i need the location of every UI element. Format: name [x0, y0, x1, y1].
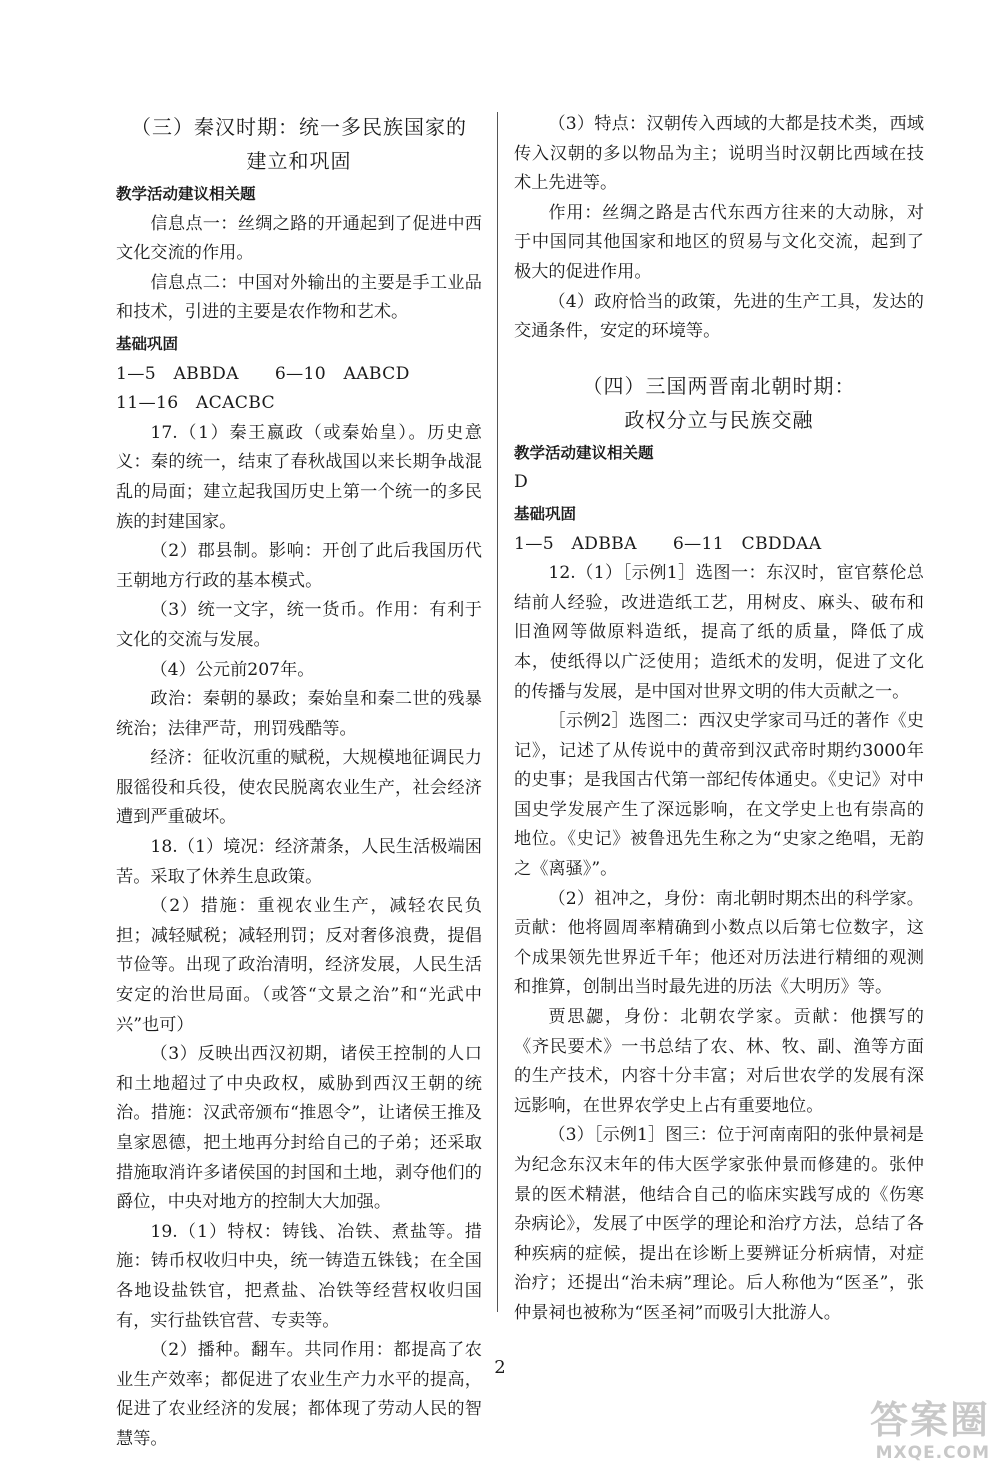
q17-part2: （2）郡县制。影响：开创了此后我国历代王朝地方行政的基本模式。 — [116, 541, 482, 591]
watermark-main: 答案圈 — [869, 1398, 990, 1442]
column-divider — [497, 112, 498, 1312]
answer-row — [514, 530, 924, 560]
q17-part1: 17.（1）秦王嬴政（或秦始皇）。历史意义：秦的统一，结束了春秋战国以来长期争战混乱的局面；建立起我国历史上第一个统一的多民族的封建国家。 — [116, 422, 482, 532]
page-number: 2 — [494, 1357, 506, 1378]
q19-part2: （2）播种。翻车。共同作用：都提高了农业生产效率；都促进了农业生产力水平的提高，促进了农业经济的发展；都体现了劳动人民的智慧等。 — [116, 1340, 482, 1449]
basic-heading: 基础巩固 — [514, 504, 577, 523]
info-point-1: 信息点一：丝绸之路的开通起到了促进中西文化交流的作用。 — [116, 213, 482, 264]
q12-part2: （2）祖冲之，身份：南北朝时期杰出的科学家。贡献：他将圆周率精确到小数点以后第七位数字，这个成果领先世界近千年；他还对历法进行精细的观测和推算，创制出当时最先进的历法《大明历》等。 — [514, 888, 924, 998]
section4-title — [514, 369, 924, 437]
activity-answer: D — [514, 472, 528, 493]
answer-6-11: 6—11 CBDDAA — [672, 533, 822, 554]
activity-heading: 教学活动建议相关题 — [514, 443, 654, 462]
q17-part3: （3）统一文字，统一货币。作用：有利于文化的交流与发展。 — [116, 600, 482, 650]
answer-11-16: 11—16 ACACBC — [116, 393, 275, 414]
watermark-url: MXQE.COM — [875, 1443, 990, 1463]
section3-title-line1: （三）秦汉时期：统一多民族国家的 — [131, 115, 467, 139]
right-column — [514, 110, 924, 1329]
section3-title-line2: 建立和巩固 — [246, 149, 352, 173]
section4-title-line2: 政权分立与民族交融 — [624, 407, 814, 432]
q18-part3: （3）反映出西汉初期，诸侯王控制的人口和土地超过了中央政权，威胁到西汉王朝的统治。措施：汉武帝颁布“推恩令”，让诸侯王推及皇家恩德，把土地再分封给自己的子弟；还采取措施取消许多诸侯国的封国和土地，剥夺他们的爵位，中央对地方的控制大大加强。 — [116, 1044, 482, 1213]
section4-title-line1: （四）三国两晋南北朝时期： — [582, 373, 856, 398]
answer-1-5: 1—5 ADBBA — [514, 533, 637, 554]
watermark-logo — [810, 1397, 990, 1469]
q17-part4: （4）公元前207年。 — [150, 659, 315, 680]
q18-part2: （2）措施：重视农业生产，减轻农民负担；减轻赋税；减轻刑罚；反对奢侈浪费，提倡节俭等。出现了政治清明，经济发展，人民生活安定的治世局面。（或答“文景之治”和“光武中兴”也可） — [116, 896, 482, 1035]
answer-row-1 — [116, 360, 482, 390]
q19-part1: 19.（1）特权：铸钱、冶铁、煮盐等。措施：铸币权收归中央，统一铸造五铢钱；在全国各地设盐铁官，把煮盐、冶铁等经营权收归国有，实行盐铁官营、专卖等。 — [116, 1221, 482, 1331]
basic-heading: 基础巩固 — [116, 334, 179, 353]
q18-part1: 18.（1）境况：经济萧条，人民生活极端困苦。采取了休养生息政策。 — [116, 837, 482, 887]
q17-economy: 经济：征收沉重的赋税，大规模地征调民力服徭役和兵役，使农民脱离农业生产，社会经济遭到严重破坏。 — [116, 748, 482, 828]
q-continued-3: （3）特点：汉朝传入西域的大都是技术类，西域传入汉朝的多以物品为主；说明当时汉朝比西域在技术上先进等。 — [514, 114, 924, 194]
q12-part3: （3）［示例1］图三：位于河南南阳的张仲景祠是为纪念东汉末年的伟大医学家张仲景而修建的。张仲景的医术精湛，他结合自己的临床实践写成的《伤寒杂病论》，发展了中医学的理论和治疗方法，总结了各种疾病的症候，提出在诊断上要辨证分析病情，对症治疗；还提出“治未病”理论。后人称他为“医圣”，张仲景祠也被称为“医圣祠”而吸引大批游人。 — [514, 1125, 924, 1323]
q12-part1: 12.（1）［示例1］选图一：东汉时，宦官蔡伦总结前人经验，改进造纸工艺，用树皮、麻头、破布和旧渔网等做原料造纸，提高了纸的质量，降低了成本，使纸得以广泛使用；造纸术的发明，促进了文化的传播与发展，是中国对世界文明的伟大贡献之一。 — [514, 563, 924, 702]
q12-part2-jia: 贾思勰，身份：北朝农学家。贡献：他撰写的《齐民要术》一书总结了农、林、牧、副、渔等方面的生产技术，内容十分丰富；对后世农学的发展有深远影响，在世界农学史上占有重要地位。 — [514, 1007, 924, 1116]
answer-1-5: 1—5 ABBDA — [116, 363, 239, 384]
q17-politics: 政治：秦朝的暴政；秦始皇和秦二世的残暴统治；法律严苛，刑罚残酷等。 — [116, 689, 482, 739]
q-continued-4: （4）政府恰当的政策，先进的生产工具，发达的交通条件，安定的环境等。 — [514, 291, 924, 342]
info-point-2: 信息点二：中国对外输出的主要是手工业品和技术，引进的主要是农作物和艺术。 — [116, 272, 482, 323]
answer-6-10: 6—10 AABCD — [274, 363, 410, 384]
section3-title — [116, 110, 482, 178]
activity-heading: 教学活动建议相关题 — [116, 185, 256, 203]
q-continued-role: 作用：丝绸之路是古代东西方往来的大动脉，对于中国同其他国家和地区的贸易与文化交流，起到了极大的促进作用。 — [514, 202, 924, 282]
left-column — [116, 110, 482, 1455]
q12-example2: ［示例2］选图二：西汉史学家司马迁的著作《史记》，记述了从传说中的黄帝到汉武帝时期约3000年的史事；是我国古代第一部纪传体通史。《史记》对中国史学发展产生了深远影响，在文学史上也有崇高的地位。《史记》被鲁迅先生称之为“史家之绝唱，无韵之《离骚》”。 — [514, 711, 924, 880]
